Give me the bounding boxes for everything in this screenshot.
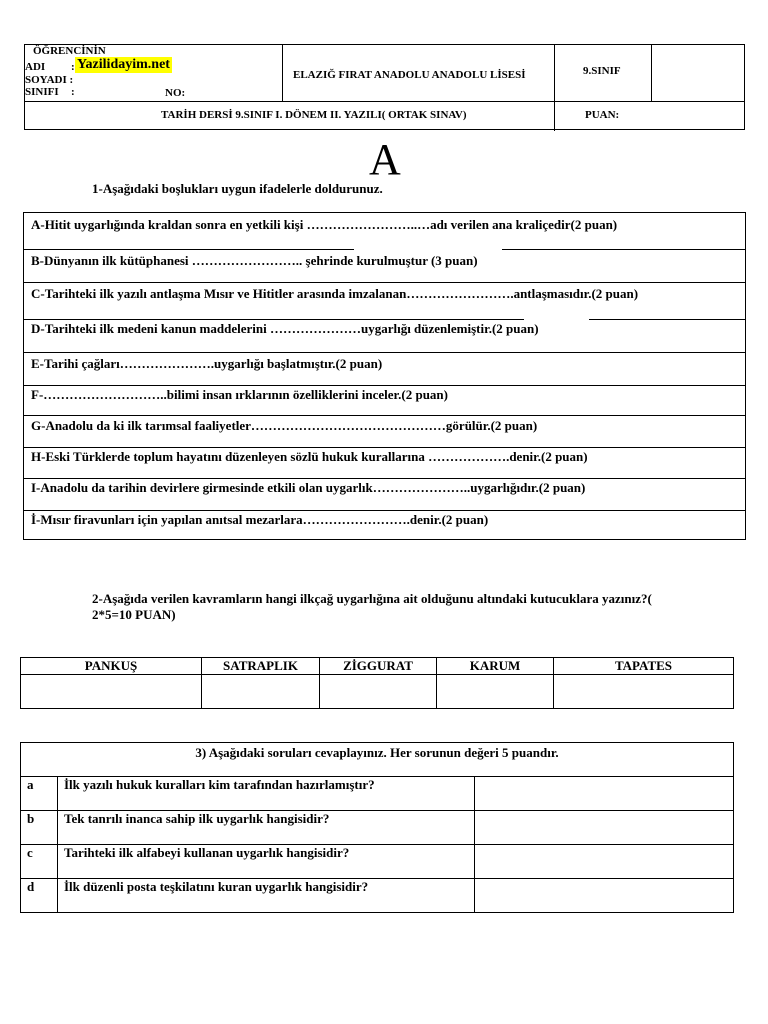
q3-title: 3) Aşağıdaki soruları cevaplayınız. Her sorunun değeri 5 puandır. (21, 743, 734, 777)
q2-answer-cell[interactable] (202, 675, 320, 709)
q3-answer-cell[interactable] (475, 845, 734, 879)
booklet-letter: A (369, 135, 401, 184)
q1-item-e: E-Tarihi çağları………………….uygarlığı başlatmıştır.(2 puan) (31, 356, 383, 371)
q1-item-i: I-Anadolu da tarihin devirlere girmesinde etkili olan uygarlık…………………..uygarlığıdır.(2 puan) (31, 480, 586, 495)
q1-item-f: F-………………………..bilimi insan ırklarının özelliklerini inceler.(2 puan) (31, 387, 448, 402)
q2-answer-cell[interactable] (320, 675, 437, 709)
q3-question: İlk düzenli posta teşkilatını kuran uygarlık hangisidir? (58, 879, 475, 913)
q3-letter: b (21, 811, 58, 845)
q1-item-d: D-Tarihteki ilk medeni kanun maddelerini …………………uygarlığı düzenlemiştir.(2 puan) (31, 321, 539, 336)
exam-title: TARİH DERSİ 9.SINIF I. DÖNEM II. YAZILI( ORTAK SINAV) (161, 109, 467, 121)
school-name: ELAZIĞ FIRAT ANADOLU ANADOLU LİSESİ (293, 69, 526, 81)
class-colon: : (71, 86, 75, 98)
class-label: SINIFI (25, 86, 59, 98)
q2-col-karum: KARUM (437, 658, 554, 675)
q2-answer-cell[interactable] (21, 675, 202, 709)
q2-col-pankus: PANKUŞ (21, 658, 202, 675)
q3-answer-cell[interactable] (475, 811, 734, 845)
name-label: ADI (25, 61, 46, 73)
q2-table (20, 657, 734, 709)
q3-question: Tarihteki ilk alfabeyi kullanan uygarlık hangisidir? (58, 845, 475, 879)
q3-question: Tek tanrılı inanca sahip ilk uygarlık hangisidir? (58, 811, 475, 845)
score-label: PUAN: (585, 109, 620, 121)
q1-item-a: A-Hitit uygarlığında kraldan sonra en yetkili kişi ……………………..…adı verilen ana kraliçedir(2 puan) (31, 217, 618, 232)
student-label: ÖĞRENCİNİN (33, 45, 106, 57)
q2-answer-cell[interactable] (437, 675, 554, 709)
no-label: NO: (165, 87, 186, 99)
q1-item-c: C-Tarihteki ilk yazılı antlaşma Mısır ve Hititler arasında imzalanan…………………….antlaşmasıdır.(2 puan) (31, 286, 639, 301)
q2-col-ziggurat: ZİGGURAT (320, 658, 437, 675)
q2-answer-cell[interactable] (554, 675, 734, 709)
q3-letter: a (21, 777, 58, 811)
q3-question: İlk yazılı hukuk kuralları kim tarafından hazırlamıştır? (58, 777, 475, 811)
q2-col-satraplik: SATRAPLIK (202, 658, 320, 675)
exam-header (24, 44, 745, 130)
q3-answer-cell[interactable] (475, 777, 734, 811)
name-value[interactable]: Yazilidayim.net (77, 57, 170, 72)
q1-title: 1-Aşağıdaki boşlukları uygun ifadelerle doldurunuz. (92, 181, 383, 196)
q3-answer-cell[interactable] (475, 879, 734, 913)
q1-item-b: B-Dünyanın ilk kütüphanesi …………………….. şehrinde kurulmuştur (3 puan) (31, 253, 478, 268)
q1-item-i-dot: İ-Mısır firavunları için yapılan anıtsal mezarlara…………………….denir.(2 puan) (31, 512, 489, 527)
q3-letter: c (21, 845, 58, 879)
q1-item-g: G-Anadolu da ki ilk tarımsal faaliyetler………………………………………görülür.(2 puan) (31, 418, 538, 433)
q2-title: 2-Aşağıda verilen kavramların hangi ilkçağ uygarlığına ait olduğunu altındaki kutucuklara yazınız?( 2*5=10 PUAN) (92, 591, 652, 622)
q1-item-h: H-Eski Türklerde toplum hayatını düzenleyen sözlü hukuk kurallarına ……………….denir.(2 puan) (31, 449, 588, 464)
q3-table (20, 742, 734, 913)
surname-label: SOYADI : (25, 74, 74, 86)
q1-box (23, 212, 746, 540)
name-colon: : (71, 61, 75, 73)
q2-col-tapates: TAPATES (554, 658, 734, 675)
grade-label: 9.SINIF (583, 65, 621, 77)
q3-letter: d (21, 879, 58, 913)
